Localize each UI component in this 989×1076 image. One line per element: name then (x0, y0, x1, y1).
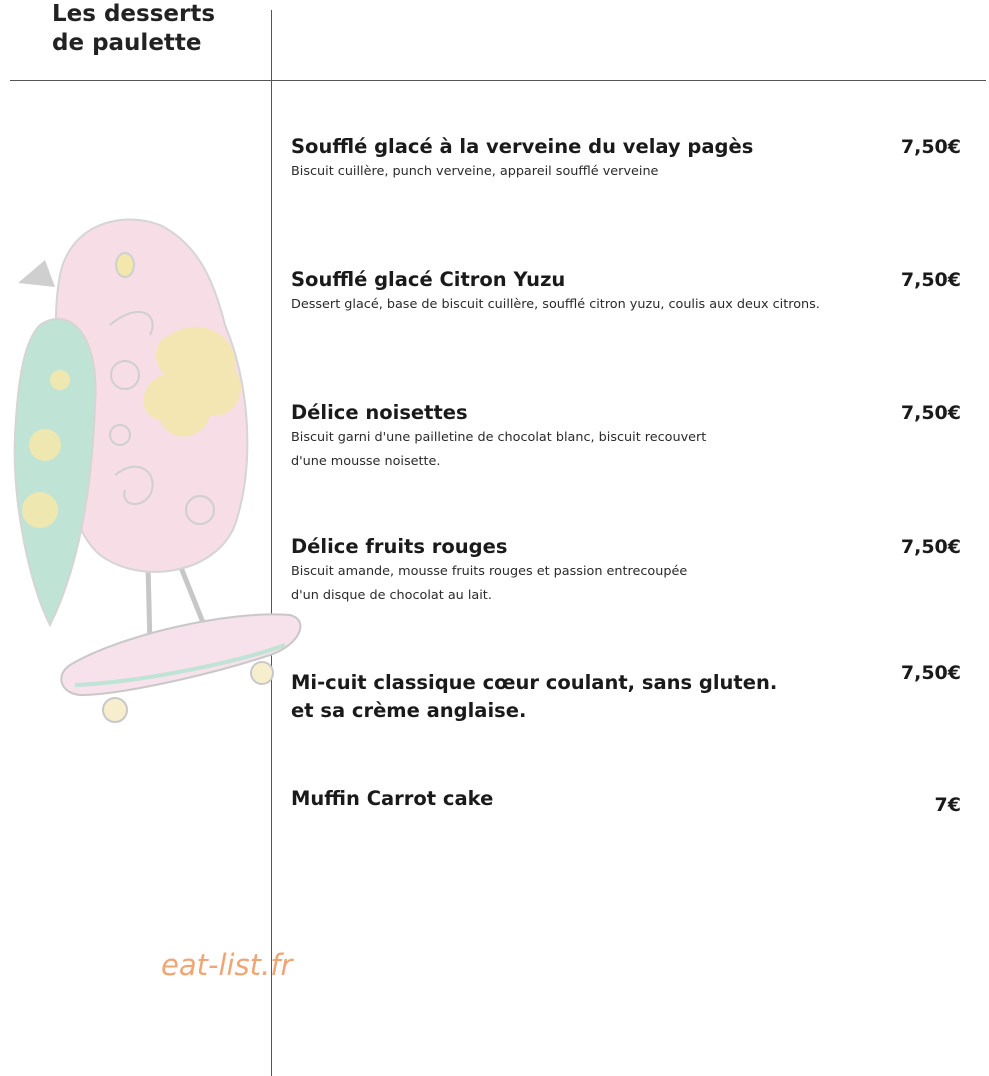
item-price: 7€ (934, 794, 961, 816)
menu-title (52, 0, 215, 58)
item-price: 7,50€ (900, 402, 961, 424)
item-name: Soufflé glacé à la verveine du velay pagès (291, 135, 754, 158)
item-name: Délice noisettes (291, 401, 468, 424)
item-name: Muffin Carrot cake (291, 787, 494, 810)
item-name-line-2: et sa crème anglaise. (291, 699, 527, 722)
menu-item (291, 533, 961, 609)
item-price: 7,50€ (900, 662, 961, 684)
item-description: Biscuit amande, mousse fruits rouges et passion entrecoupée (291, 564, 688, 579)
menu-item (291, 266, 961, 318)
menu-item (291, 133, 961, 185)
item-name: Mi-cuit classique cœur coulant, sans gluten. (291, 671, 778, 694)
item-price: 7,50€ (900, 269, 961, 291)
menu-item (291, 399, 961, 475)
item-description: Dessert glacé, base de biscuit cuillère, soufflé citron yuzu, coulis aux deux citrons. (291, 297, 820, 312)
item-price: 7,50€ (900, 136, 961, 158)
menu-title-line-2: de paulette (52, 30, 202, 56)
item-description: d'une mousse noisette. (291, 454, 441, 469)
item-description: d'un disque de chocolat au lait. (291, 588, 492, 603)
bird-skateboard-illustration (0, 205, 310, 735)
horizontal-divider (10, 80, 986, 81)
menu-item (291, 662, 961, 725)
item-price: 7,50€ (900, 536, 961, 558)
menu-item (291, 785, 961, 816)
menu-title-line-1: Les desserts (52, 1, 216, 27)
item-description: Biscuit cuillère, punch verveine, appareil soufflé verveine (291, 164, 659, 179)
item-name: Soufflé glacé Citron Yuzu (291, 268, 566, 291)
item-name: Délice fruits rouges (291, 535, 508, 558)
watermark: eat-list.fr (161, 948, 293, 982)
item-description: Biscuit garni d'une pailletine de chocolat blanc, biscuit recouvert (291, 430, 707, 445)
